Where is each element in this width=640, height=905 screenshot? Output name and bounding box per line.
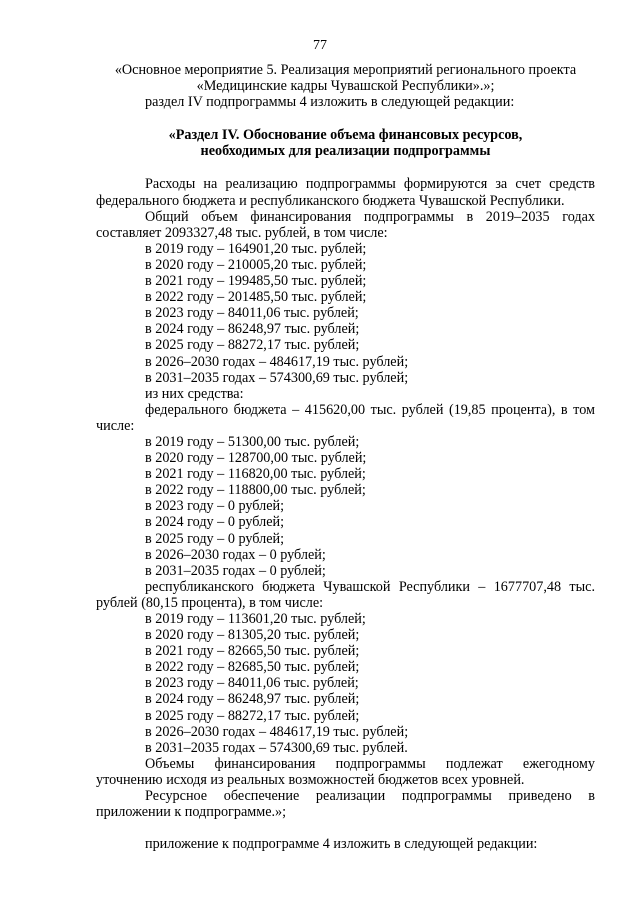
- list-item: в 2024 году – 86248,97 тыс. рублей;: [145, 691, 360, 708]
- list-item: в 2031–2035 годах – 574300,69 тыс. рублей.: [145, 739, 408, 756]
- list-item: в 2023 году – 0 рублей;: [145, 498, 285, 515]
- list-item: в 2024 году – 0 рублей;: [145, 514, 285, 531]
- paragraph-gap: [96, 820, 595, 836]
- list-item: в 2025 году – 0 рублей;: [145, 530, 285, 547]
- list-item: в 2021 году – 199485,50 тыс. рублей;: [145, 273, 367, 290]
- list-item: в 2025 году – 88272,17 тыс. рублей;: [145, 707, 360, 724]
- paragraph-sources: Расходы на реализацию подпрограммы формируются за счет средств федерального бюджета и республиканского бюджета Чувашской Республики.: [96, 176, 595, 209]
- list-item: в 2031–2035 годах – 574300,69 тыс. рублей;: [145, 369, 409, 386]
- paragraph-total: Общий объем финансирования подпрограммы в 2019–2035 годах составляет 2093327,48 тыс. рублей, в том числе:: [96, 208, 595, 241]
- list-item: в 2026–2030 годах – 484617,19 тыс. рублей;: [145, 723, 409, 740]
- intro-line-1: «Основное мероприятие 5. Реализация мероприятий регионального проекта: [114, 62, 577, 78]
- list-item: в 2026–2030 годах – 0 рублей;: [145, 546, 326, 563]
- list-item: в 2021 году – 116820,00 тыс. рублей;: [145, 466, 366, 483]
- list-item: в 2024 году – 86248,97 тыс. рублей;: [145, 321, 360, 338]
- federal-items-list: [96, 434, 595, 579]
- list-item: в 2020 году – 81305,20 тыс. рублей;: [145, 627, 360, 644]
- republic-items-list: [96, 611, 595, 756]
- federal-budget-intro: федерального бюджета – 415620,00 тыс. рублей (19,85 процента), в том числе:: [96, 401, 595, 434]
- intro-line-2: «Медицинские кадры Чувашской Республики».»;: [196, 78, 495, 95]
- list-item: в 2025 году – 88272,17 тыс. рублей;: [145, 337, 360, 354]
- section-heading: [96, 127, 595, 159]
- paragraph-resource-support: Ресурсное обеспечение реализации подпрограммы приведено в приложении к подпрограмме.»;: [96, 788, 595, 821]
- page-number: 77: [313, 38, 327, 53]
- republic-budget-intro: республиканского бюджета Чувашской Республики – 1677707,48 тыс. рублей (80,15 процента), в том числе:: [96, 578, 595, 611]
- list-item: в 2019 году – 113601,20 тыс. рублей;: [145, 611, 366, 627]
- list-item: в 2022 году – 82685,50 тыс. рублей;: [145, 659, 360, 676]
- list-item: в 2019 году – 51300,00 тыс. рублей;: [145, 433, 360, 450]
- list-item: в 2019 году – 164901,20 тыс. рублей;: [145, 240, 367, 257]
- list-item: в 2026–2030 годах – 484617,19 тыс. рублей;: [145, 353, 409, 370]
- intro-line-3: раздел IV подпрограммы 4 изложить в следующей редакции:: [145, 94, 515, 111]
- section-heading-line-2: необходимых для реализации подпрограммы: [200, 143, 491, 160]
- paragraph-annual-update: Объемы финансирования подпрограммы подлежат ежегодному уточнению исходя из реальных возможностей бюджетов всех уровней.: [96, 755, 595, 788]
- list-item: в 2031–2035 годах – 0 рублей;: [145, 562, 326, 579]
- document-body: [96, 62, 595, 852]
- list-item: в 2023 году – 84011,06 тыс. рублей;: [145, 305, 359, 322]
- total-items-list: [96, 241, 595, 386]
- section-heading-line-1: «Раздел IV. Обоснование объема финансовых ресурсов,: [168, 127, 523, 144]
- list-item: в 2020 году – 128700,00 тыс. рублей;: [145, 450, 367, 467]
- list-item: в 2021 году – 82665,50 тыс. рублей;: [145, 643, 360, 660]
- list-item: в 2023 году – 84011,06 тыс. рублей;: [145, 675, 359, 692]
- paragraph-appendix: приложение к подпрограмме 4 изложить в следующей редакции:: [145, 836, 538, 853]
- list-item: в 2020 году – 210005,20 тыс. рублей;: [145, 256, 367, 273]
- list-item: в 2022 году – 118800,00 тыс. рублей;: [145, 482, 366, 499]
- of-them-label: из них средства:: [145, 385, 244, 402]
- list-item: в 2022 году – 201485,50 тыс. рублей;: [145, 289, 367, 306]
